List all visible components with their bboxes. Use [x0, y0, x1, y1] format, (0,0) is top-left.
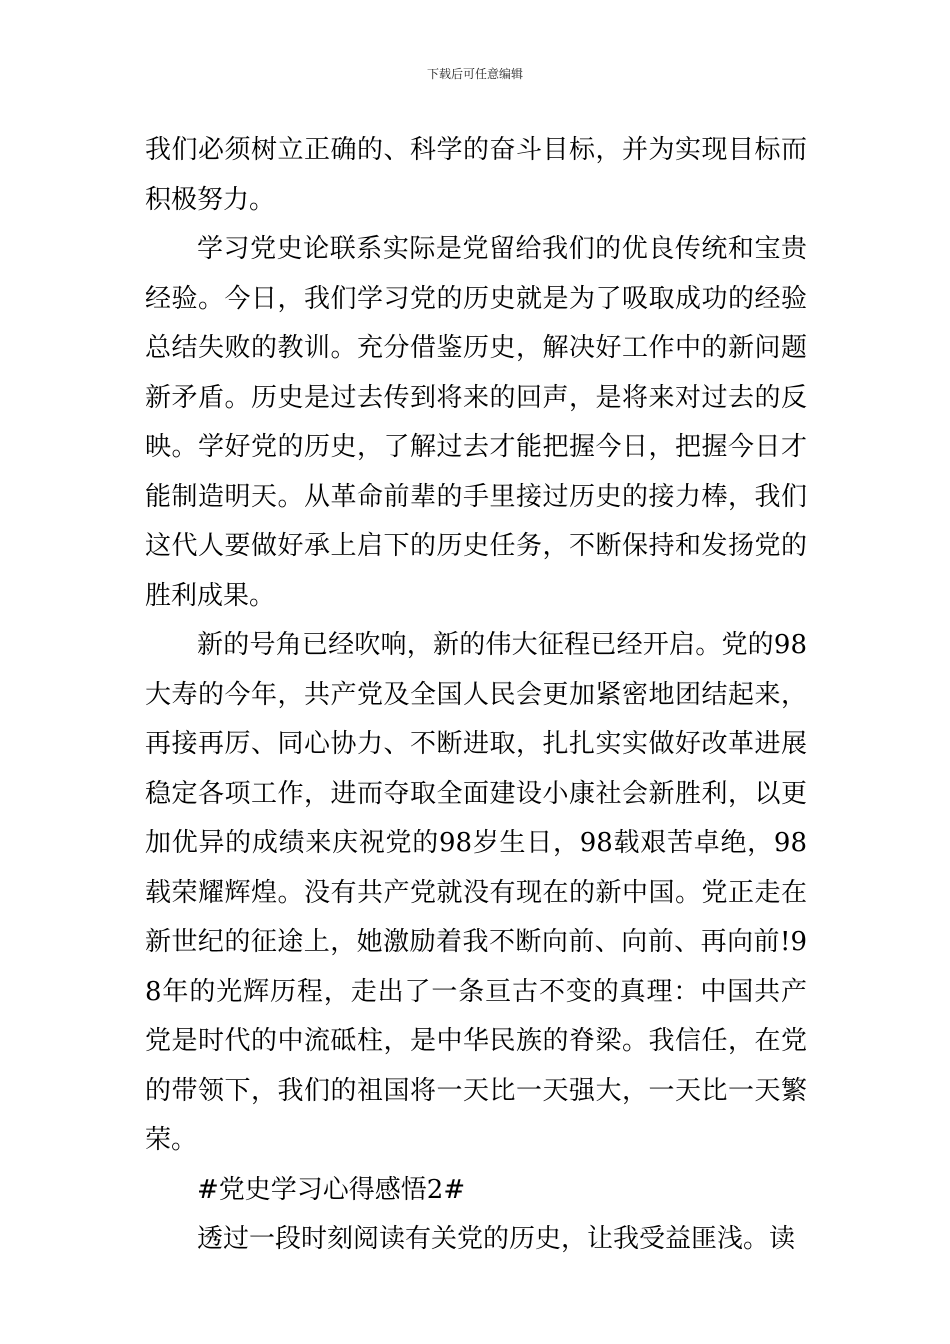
paragraph-reading-reflection: 透过一段时刻阅读有关党的历史，让我受益匪浅。读	[197, 1224, 796, 1254]
page-header: 下载后可任意编辑	[426, 67, 523, 81]
paragraph-continuation: 我们必须树立正确的、科学的奋斗目标，并为实现目标而积极努力。	[145, 135, 807, 215]
document-body	[145, 126, 807, 1265]
section-heading: #党史学习心得感悟2#	[197, 1174, 466, 1205]
paragraph-party-history-practice: 学习党史论联系实际是党留给我们的优良传统和宝贵经验。今日，我们学习党的历史就是为了吸取成功的经验总结失败的教训。充分借鉴历史，解决好工作中的新问题新矛盾。历史是过去传到将来的回声，是将来对过去的反映。学好党的历史，了解过去才能把握今日，把握今日才能制造明天。从革命前辈的手里接过历史的接力棒，我们这代人要做好承上启下的历史任务，不断保持和发扬党的胜利成果。	[145, 234, 807, 611]
paragraph-new-journey: 新的号角已经吹响，新的伟大征程已经开启。党的98大寿的今年，共产党及全国人民会更加紧密地团结起来，再接再厉、同心协力、不断进取，扎扎实实做好改革进展稳定各项工作，进而夺取全面建设小康社会新胜利，以更加优异的成绩来庆祝党的98岁生日，98载艰苦卓绝，98载荣耀辉煌。没有共产党就没有现在的新中国。党正走在新世纪的征途上，她激励着我不断向前、向前、再向前!98年的光辉历程，走出了一条亘古不变的真理：中国共产党是时代的中流砥柱，是中华民族的脊梁。我信任，在党的带领下，我们的祖国将一天比一天强大，一天比一天繁荣。	[145, 630, 807, 1155]
